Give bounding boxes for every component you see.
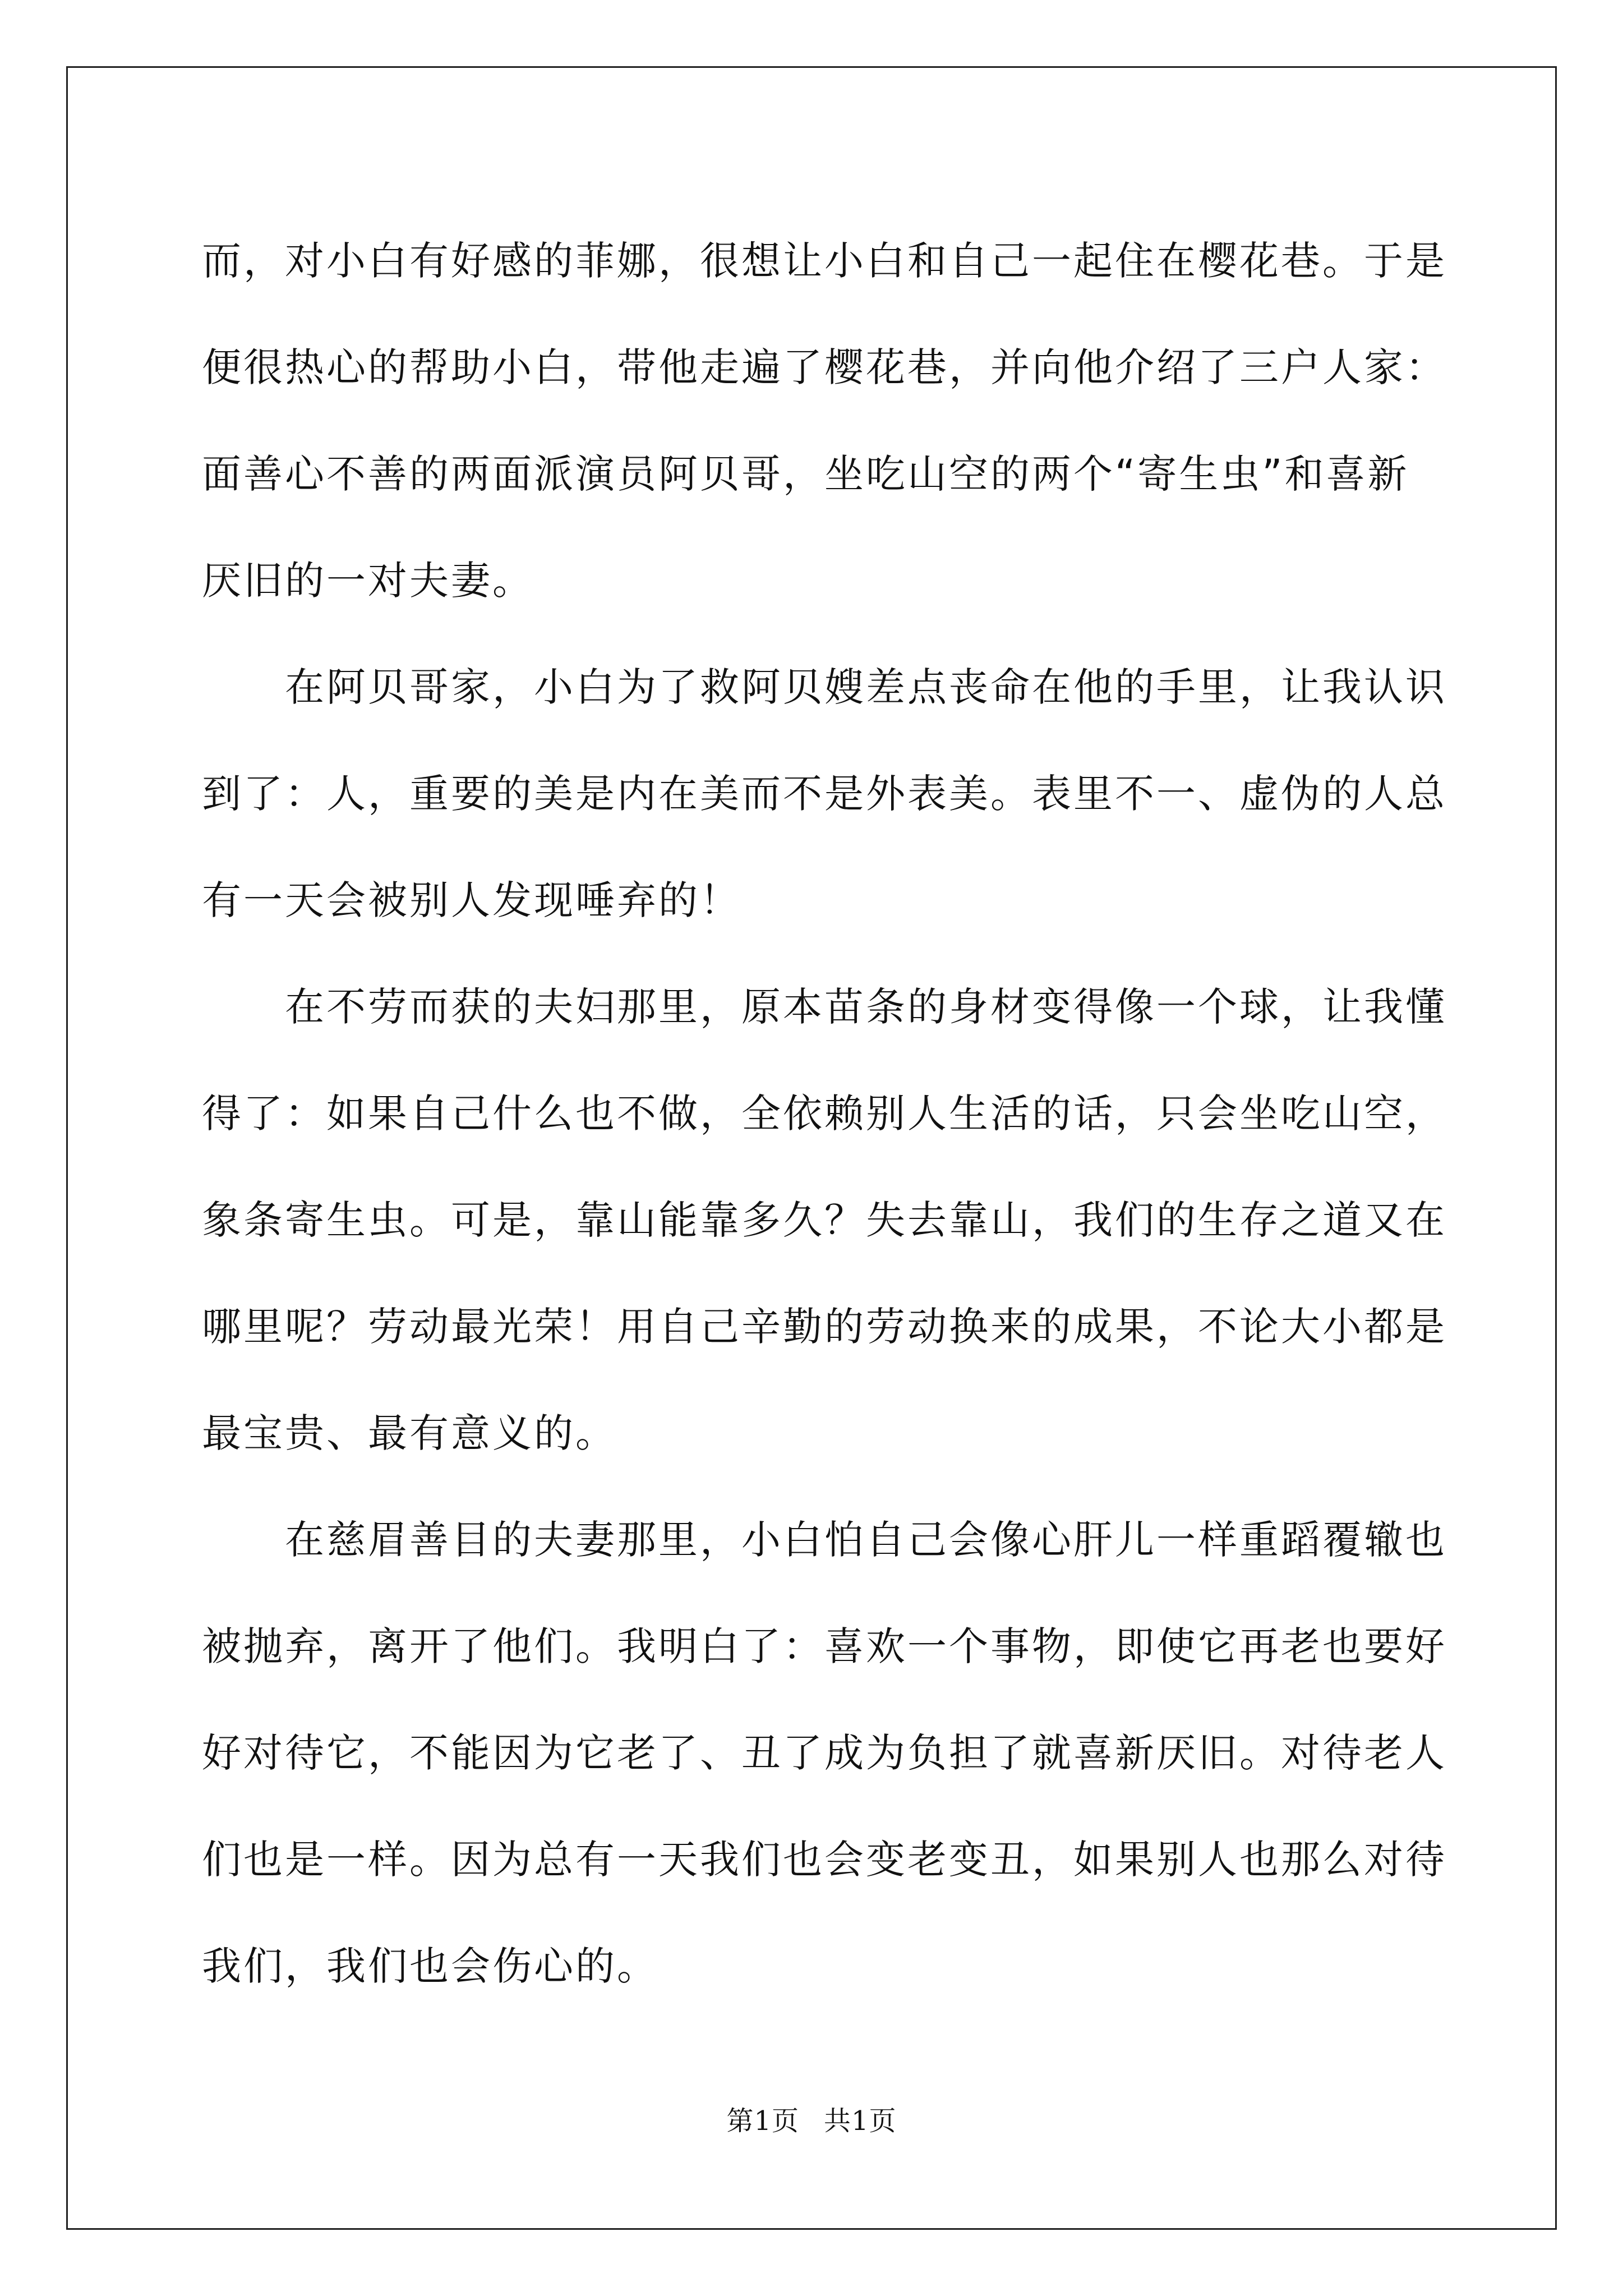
text-line: 被抛弃，离开了他们。我明白了：喜欢一个事物，即使它再老也要好: [202, 1623, 1447, 1669]
page-footer: [0, 2099, 1623, 2138]
text-line: 而，对小白有好感的菲娜，很想让小白和自己一起住在樱花巷。于是: [202, 238, 1447, 284]
page-number-current: 第1页: [726, 2105, 799, 2137]
page-number-total: 共1页: [824, 2105, 897, 2137]
text-line: 得了：如果自己什么也不做，全依赖别人生活的话，只会坐吃山空，: [202, 1091, 1447, 1137]
text-line: 们也是一样。因为总有一天我们也会变老变丑，如果别人也那么对待: [202, 1837, 1447, 1883]
paragraph-first-line: 在阿贝哥家，小白为了救阿贝嫂差点丧命在他的手里，让我认识: [285, 664, 1447, 710]
text-line: 象条寄生虫。可是，靠山能靠多久？失去靠山，我们的生存之道又在: [202, 1197, 1447, 1243]
text-line: 好对待它，不能因为它老了、丑了成为负担了就喜新厌旧。对待老人: [202, 1730, 1447, 1776]
text-line: 有一天会被别人发现唾弃的！: [202, 877, 741, 923]
document-body: [202, 208, 1447, 2019]
text-line: 便很热心的帮助小白，带他走遍了樱花巷，并向他介绍了三户人家：: [202, 344, 1447, 390]
text-line: 哪里呢？劳动最光荣！用自己辛勤的劳动换来的成果，不论大小都是: [202, 1304, 1447, 1350]
text-line: 到了：人，重要的美是内在美而不是外表美。表里不一、虚伪的人总: [202, 771, 1447, 817]
text-line: 面善心不善的两面派演员阿贝哥，坐吃山空的两个“寄生虫”和喜新: [202, 451, 1409, 497]
paragraph-first-line: 在慈眉善目的夫妻那里，小白怕自己会像心肝儿一样重蹈覆辙也: [285, 1517, 1447, 1563]
text-line: 厌旧的一对夫妻。: [202, 558, 534, 604]
text-line: 最宝贵、最有意义的。: [202, 1410, 617, 1456]
text-line: 我们，我们也会伤心的。: [202, 1943, 658, 1989]
paragraph-first-line: 在不劳而获的夫妇那里，原本苗条的身材变得像一个球，让我懂: [285, 984, 1447, 1030]
